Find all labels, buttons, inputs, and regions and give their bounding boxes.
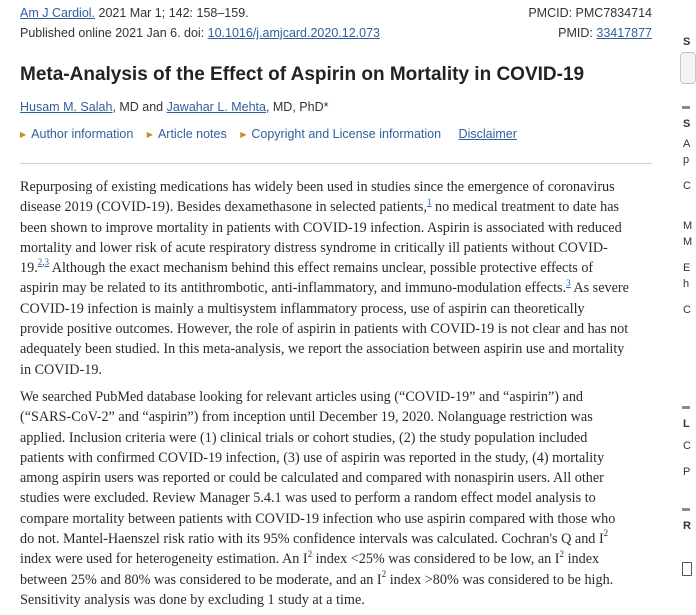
sidebar-heading: L [683, 418, 690, 430]
text-line: Repurposing of existing medications has widely been used in studies since the emergence of coronavirus [20, 179, 615, 195]
triangle-right-icon: ▶ [146, 130, 153, 139]
disclaimer-link[interactable]: Disclaimer [458, 127, 517, 141]
author-information-toggle[interactable]: Author information [31, 127, 134, 141]
text-line: applied. Inclusion criteria were (1) clinical trials or cohort studies, (2) the study population included [20, 429, 588, 446]
reference-link[interactable]: 3 [44, 257, 49, 268]
text-line: adequately been studied. In this meta-analysis, we report the association between aspirin use and mortality [20, 341, 625, 358]
triangle-right-icon: ▶ [240, 130, 247, 139]
sidebar-link[interactable]: M [683, 236, 693, 248]
author1-suffix: , MD and [112, 100, 167, 114]
text-line: provide positive outcomes. However, the role of aspirin in patients with COVID-19 is not clear and has not [20, 321, 629, 338]
sidebar-section-rule [682, 406, 690, 409]
text-line: between 25% and 80% was considered to be moderate, and an $I^2$ index >80% was considered to be high. [20, 568, 614, 588]
doi-link[interactable]: 10.1016/j.amjcard.2020.12.073 [207, 26, 380, 40]
sidebar-link[interactable]: P [683, 466, 691, 478]
right-sidebar [672, 0, 693, 615]
sidebar-link[interactable]: A [683, 138, 691, 150]
sidebar-section-rule [682, 508, 690, 511]
journal-link[interactable]: Am J Cardiol. [20, 6, 96, 20]
article-info-nav [20, 127, 517, 141]
text-line: Sensitivity analysis was done by excluding 1 study at a time. [20, 591, 365, 608]
text-line: disease 2019 (COVID-19). Besides dexamethasone in selected patients,$^1$ no medical treatment to date has [20, 196, 620, 216]
pmid-link[interactable]: 33417877 [596, 26, 652, 40]
author-line [20, 100, 328, 114]
paragraph-intro [20, 177, 660, 380]
published-prefix: Published online 2021 Jan 6. doi: [20, 26, 208, 40]
sidebar-link[interactable]: C [683, 180, 691, 192]
text-line: studies were excluded. Review Manager 5.4.1 was used to perform a random effect model analysis to [20, 490, 596, 507]
sidebar-link[interactable]: p [683, 154, 690, 166]
text-line: patients with confirmed COVID-19 infection, (3) use of aspirin was reported in the study, (4) mortality [20, 449, 605, 466]
pmid-line [558, 26, 652, 40]
sidebar-link[interactable]: M [683, 220, 693, 232]
sidebar-heading: S [683, 36, 691, 48]
text-line: (“SARS-CoV-2” and “aspirin”) from inception until December 19, 2020. Nolanguage restriction was [20, 409, 593, 426]
article-notes-toggle[interactable]: Article notes [157, 127, 227, 141]
sidebar-link[interactable]: C [683, 440, 691, 452]
text-line: aspirin may be related to its antithrombotic, anti-inflammatory, and immuno-modulation effects.$^3$ As severe [20, 277, 629, 297]
text-line: been shown to improve mortality in patients with COVID-19 infection. Aspirin is associated with reduced [20, 219, 622, 236]
pmcid: PMCID: PMC7834714 [528, 6, 652, 20]
author2-suffix: , MD, PhD* [265, 100, 329, 114]
published-line [20, 26, 380, 40]
triangle-right-icon: ▶ [20, 130, 27, 139]
text-line: We searched PubMed database looking for relevant articles using (“COVID-19” and “aspirin”) and [20, 389, 584, 405]
sidebar-section-rule [682, 106, 690, 109]
citation-details: 2021 Mar 1; 142: 158–159. [98, 6, 249, 20]
text-line: compare mortality between patients with COVID-19 infection who use aspirin compared with those who [20, 510, 616, 527]
sidebar-heading: R [683, 520, 691, 532]
text-line: do not. Mantel-Haenszel risk ratio with its 95% confidence intervals was calculated. Cochran's Q and $I^2$ [20, 528, 609, 548]
text-line: in COVID-19. [20, 361, 102, 378]
reference-link[interactable]: 3 [566, 277, 571, 288]
paragraph-methods [20, 387, 660, 610]
document-icon[interactable] [682, 562, 692, 576]
pmid-label: PMID: [558, 26, 597, 40]
author-link-mehta[interactable]: Jawahar L. Mehta [166, 100, 266, 114]
reference-link[interactable]: 1 [427, 196, 432, 207]
sidebar-link[interactable]: h [683, 278, 690, 290]
author-link-salah[interactable]: Husam M. Salah [20, 100, 113, 114]
text-line: COVID-19 infection is mainly a multisystem inflammatory process, use of aspirin can theoretically [20, 300, 585, 317]
sidebar-link[interactable]: C [683, 304, 691, 316]
reference-link[interactable]: 2 [37, 257, 43, 268]
sidebar-search-box[interactable] [680, 52, 696, 84]
copyright-toggle[interactable]: Copyright and License information [251, 127, 442, 141]
article-title: Meta-Analysis of the Effect of Aspirin on Mortality in COVID-19 [20, 64, 585, 85]
sidebar-heading: S [683, 118, 691, 130]
text-line: among aspirin users was reported or could be calculated and compared with nonaspirin users. All other [20, 470, 604, 487]
text-line: mortality and lower risk of acute respiratory distress syndrome in critically ill patients without COVID- [20, 239, 608, 256]
text-line: index were used for heterogeneity estimation. An $I^2$ index <25% was considered to be low, an $I^2$ index [20, 548, 600, 568]
header-divider [20, 163, 652, 164]
sidebar-link[interactable]: E [683, 262, 691, 274]
text-line: 19.$^{2,3}$ Although the exact mechanism behind this effect remains unclear, possible protective effects of [20, 257, 594, 277]
citation-line [20, 6, 249, 20]
